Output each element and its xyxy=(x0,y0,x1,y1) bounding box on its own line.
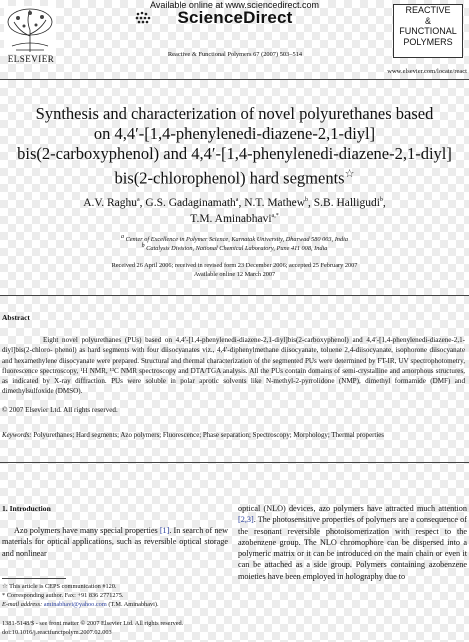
author-separator: , xyxy=(238,197,245,209)
journal-url-link[interactable]: www.elsevier.com/locate/react xyxy=(387,68,467,75)
citation-link[interactable]: [2,3] xyxy=(238,515,254,525)
affiliation-mark: a xyxy=(120,233,124,240)
author-affil-mark[interactable]: a xyxy=(235,197,239,204)
header-divider xyxy=(0,79,469,80)
author-affil-mark[interactable]: a,* xyxy=(271,213,279,220)
keywords-text: Polyurethanes; Hard segments; Azo polymers; Fluorescence; Phase separation; Spectroscopy; Morphology; Thermal properties xyxy=(33,432,384,439)
email-link[interactable]: aminabhavi@yahoo.com xyxy=(43,601,107,608)
available-online-date: Available online 12 March 2007 xyxy=(193,271,276,278)
intro-text: optical (NLO) devices, azo polymers have attracted much attention xyxy=(238,504,467,513)
footnote-divider xyxy=(2,578,66,579)
author-name: T.M. Aminabhavi xyxy=(190,213,272,225)
author-affil-mark[interactable]: b xyxy=(379,197,383,204)
footnote-ceps xyxy=(2,583,232,591)
received-dates: Received 26 April 2006; received in revised form 23 December 2006; accepted 25 February 2007 xyxy=(111,262,358,269)
journal-logo-line-1: REACTIVE xyxy=(405,5,451,15)
journal-citation: Reactive & Functional Polymers 67 (2007) 503–514 xyxy=(167,51,303,58)
title-line-4-text: bis(2-chlorophenol) hard segments xyxy=(114,168,345,188)
available-online-line[interactable]: Available online at www.sciencedirect.com xyxy=(150,0,319,10)
author-name: G.S. Gadaginamath xyxy=(145,197,236,209)
author-list xyxy=(10,195,459,227)
author-name: A.V. Raghu xyxy=(83,197,137,209)
affiliation-text: Center of Excellence in Polymer Science, Karnatak University, Dharwad 580 003, India xyxy=(125,236,349,243)
abstract-bottom-divider xyxy=(0,462,469,463)
abstract-heading: Abstract xyxy=(2,313,30,322)
footnote-mark: ☆ xyxy=(2,583,8,590)
journal-logo-box xyxy=(393,4,463,58)
abstract-text: Eight novel polyurethanes (PUs) based on 4,4′-[1,4-phenylenedi-diazene-2,1-diyl]bis(2-carboxyphenol) and 4,4′-[1,4-phenylenedi-diazene-2,1-diyl]bis(2-chloro- phenol) as hard segments with four diisocyanates viz., 4,4′-diphenylmethane diisocyanate, toluene 2,4-diisocyanate, isophorone diisocyanate and hexamethylene diisocyanate were prepared. Structural and thermal characterization of the segmented PUs were determined by FT-IR, UV spectrophotometry, fluorescence spectroscopy, ¹H NMR, ¹³C NMR spectroscopy and DTA/TGA analysis. All the PUs contain domains of semi-crystalline and amorphous structures, as indicated by X-ray diffraction. PUs were soluble in polar aprotic solvents like N-methyl-2-pyrrolidone (NMP), dimethyl formamide (DMF) and dimethylsulfoxide (DMSO). xyxy=(2,336,465,396)
sciencedirect-dots-icon xyxy=(135,11,151,25)
intro-left-column xyxy=(2,525,228,559)
footnote-text: Corresponding author. Fax: +91 836 2771275. xyxy=(6,592,124,599)
title-line-2: on 4,4′-[1,4-phenylenedi-diazene-2,1-diyl] xyxy=(93,124,376,143)
intro-text: . In search of new materials for optical applications, such as reversible optical storage and nonlinear xyxy=(2,526,228,558)
footnote-mark: * xyxy=(2,592,6,599)
email-person: (T.M. Aminabhavi). xyxy=(108,601,159,608)
article-title xyxy=(8,104,461,189)
doi-line[interactable]: doi:10.1016/j.reactfunctpolym.2007.02.003 xyxy=(2,629,112,636)
title-line-1: Synthesis and characterization of novel polyurethanes based xyxy=(35,104,434,123)
intro-text: . The photosensitive properties of polymers are a consequence of the resonant reversible photoisomerization with respect to the azobenzene group. The NLO chromophore can be dispersed into a polymeric matrix or it can be introduced on the main chain or even it can be attached as a side group. Polymers containing azobenzene moieties have been employed in holography due to xyxy=(238,515,467,581)
footnote-corresponding xyxy=(2,592,232,600)
footnote-text: This article is CEPS communication #120. xyxy=(9,583,117,590)
author-affil-mark[interactable]: b xyxy=(305,197,309,204)
elsevier-tree-logo-icon xyxy=(4,6,56,54)
title-line-3: bis(2-carboxyphenol) and 4,4′-[1,4-phenylenedi-diazene-2,1-diyl] xyxy=(17,144,452,163)
abstract-copyright: © 2007 Elsevier Ltd. All rights reserved. xyxy=(2,406,118,414)
author-name: N.T. Mathew xyxy=(244,197,306,209)
author-separator: , xyxy=(139,197,146,209)
elsevier-wordmark: ELSEVIER xyxy=(7,54,55,64)
citation-link[interactable]: [1] xyxy=(159,526,170,535)
abstract-top-divider xyxy=(0,295,469,296)
title-footnote-mark[interactable]: ☆ xyxy=(344,168,355,180)
affiliation-a xyxy=(10,233,459,243)
email-label: E-mail address: xyxy=(2,601,43,608)
section-heading-introduction: 1. Introduction xyxy=(2,504,51,513)
affiliation-text: Catalysis Division, National Chemical Laboratory, Pune 411 008, India xyxy=(146,245,328,252)
affiliation-mark: b xyxy=(141,242,145,249)
issn-line: 1381-5148/$ - see front matter © 2007 Elsevier Ltd. All rights reserved. xyxy=(2,620,184,627)
journal-logo-line-4: POLYMERS xyxy=(403,36,453,47)
journal-logo-line-2: & xyxy=(424,15,431,26)
intro-text: Azo polymers have many special properties xyxy=(14,526,160,535)
affiliation-b xyxy=(10,242,459,252)
author-separator: , xyxy=(308,197,314,209)
keywords-label: Keywords: xyxy=(2,432,32,439)
journal-logo-line-3: FUNCTIONAL xyxy=(399,26,457,36)
sciencedirect-logo[interactable]: ScienceDirect xyxy=(177,8,293,27)
footnote-email xyxy=(2,601,232,609)
author-affil-mark[interactable]: a xyxy=(136,197,140,204)
title-line-4 xyxy=(8,164,461,189)
author-separator: , xyxy=(382,197,386,209)
intro-right-column xyxy=(238,503,467,582)
author-name: S.B. Halligudi xyxy=(313,197,380,209)
keywords xyxy=(2,431,465,441)
